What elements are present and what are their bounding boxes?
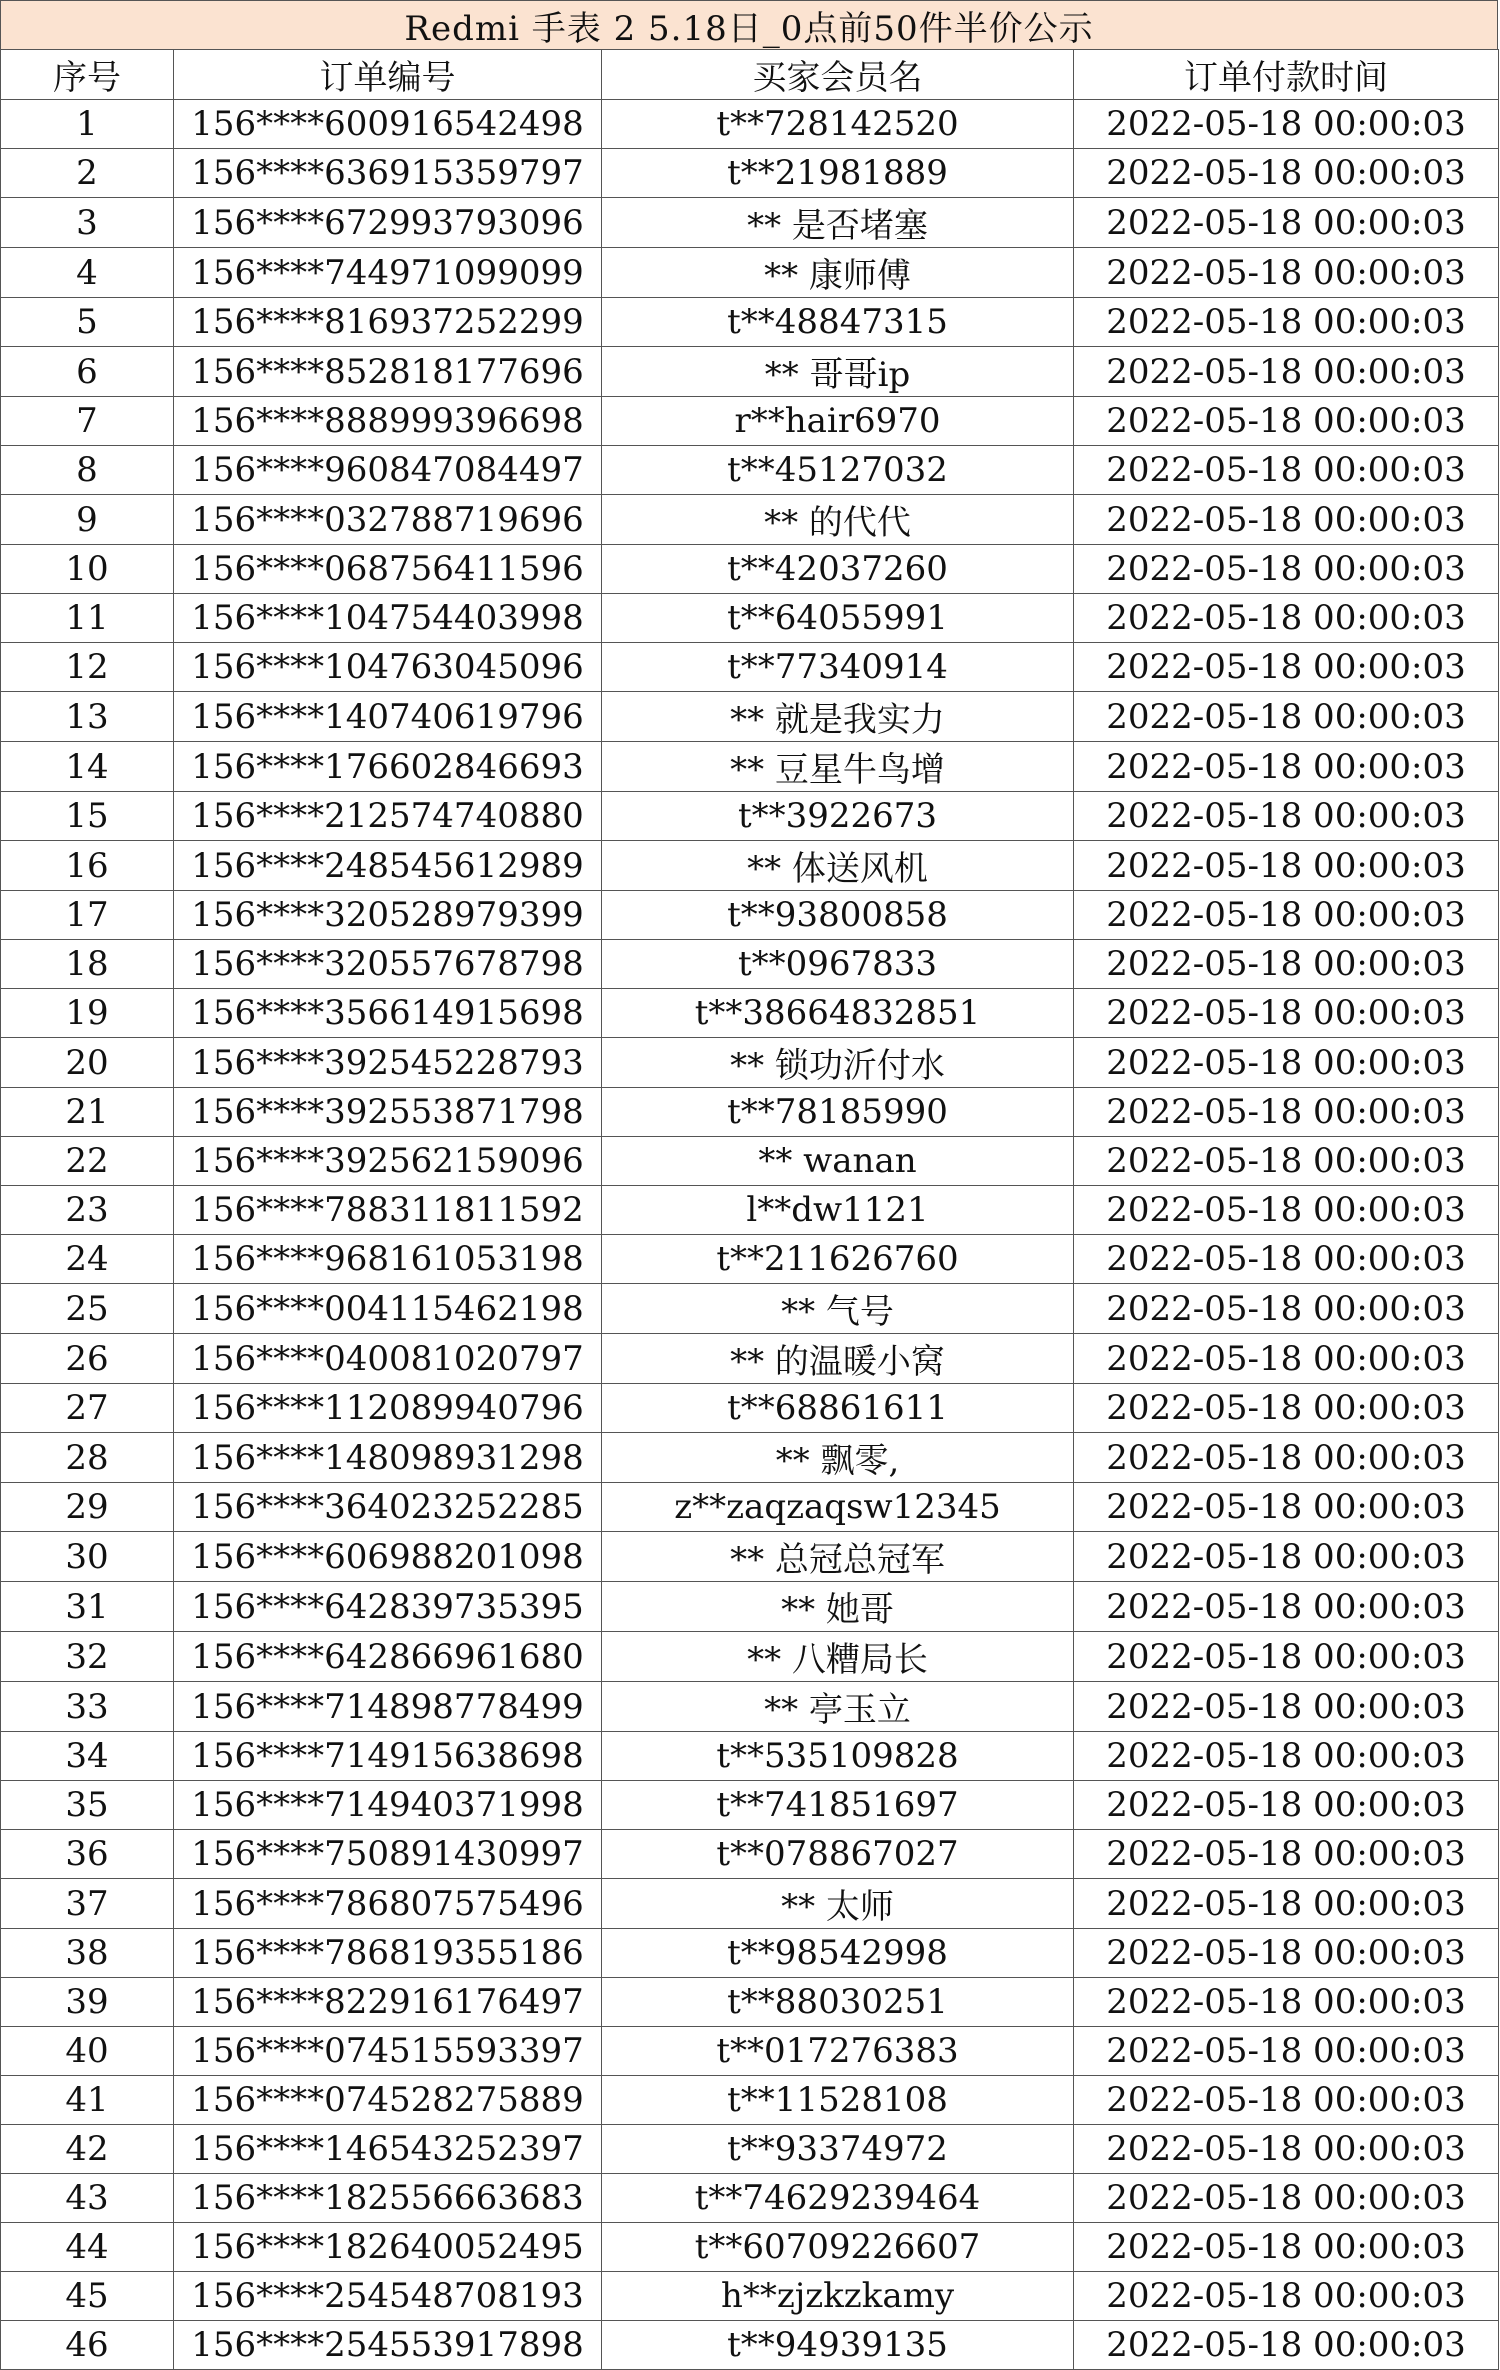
cell-order-id: 156****786819355186 <box>174 1929 602 1978</box>
cell-pay-time: 2022-05-18 00:00:03 <box>1074 1284 1499 1334</box>
cell-pay-time: 2022-05-18 00:00:03 <box>1074 298 1499 347</box>
cell-order-id: 156****112089940796 <box>174 1384 602 1433</box>
cell-order-id: 156****320528979399 <box>174 891 602 940</box>
cell-index: 34 <box>1 1732 174 1781</box>
cell-order-id: 156****672993793096 <box>174 198 602 248</box>
cell-index: 45 <box>1 2272 174 2321</box>
cell-order-id: 156****636915359797 <box>174 149 602 198</box>
cell-index: 17 <box>1 891 174 940</box>
table-row <box>1 1632 1499 1682</box>
cell-buyer: ** 的代代 <box>602 495 1074 545</box>
cell-pay-time: 2022-05-18 00:00:03 <box>1074 1532 1499 1582</box>
cell-pay-time: 2022-05-18 00:00:03 <box>1074 692 1499 742</box>
cell-pay-time: 2022-05-18 00:00:03 <box>1074 594 1499 643</box>
cell-order-id: 156****254553917898 <box>174 2321 602 2370</box>
cell-index: 32 <box>1 1632 174 1682</box>
cell-pay-time: 2022-05-18 00:00:03 <box>1074 792 1499 841</box>
cell-index: 22 <box>1 1137 174 1186</box>
cell-buyer: t**78185990 <box>602 1088 1074 1137</box>
cell-index: 39 <box>1 1978 174 2027</box>
cell-order-id: 156****600916542498 <box>174 100 602 149</box>
cell-index: 3 <box>1 198 174 248</box>
header-cell-pay-time: 订单付款时间 <box>1074 50 1499 100</box>
table-row <box>1 594 1499 643</box>
cell-pay-time: 2022-05-18 00:00:03 <box>1074 940 1499 989</box>
cell-index: 20 <box>1 1038 174 1088</box>
cell-buyer: ** 的温暖小窝 <box>602 1334 1074 1384</box>
cell-buyer: t**017276383 <box>602 2027 1074 2076</box>
cell-buyer: ** 就是我实力 <box>602 692 1074 742</box>
cell-pay-time: 2022-05-18 00:00:03 <box>1074 198 1499 248</box>
cell-index: 25 <box>1 1284 174 1334</box>
table-row <box>1 1682 1499 1732</box>
sheet-title: Redmi 手表 2 5.18日_0点前50件半价公示 <box>0 0 1498 50</box>
cell-order-id: 156****074528275889 <box>174 2076 602 2125</box>
cell-buyer: t**535109828 <box>602 1732 1074 1781</box>
cell-pay-time: 2022-05-18 00:00:03 <box>1074 2272 1499 2321</box>
cell-order-id: 156****788311811592 <box>174 1186 602 1235</box>
header-cell-buyer: 买家会员名 <box>602 50 1074 100</box>
table-row <box>1 792 1499 841</box>
cell-index: 35 <box>1 1781 174 1830</box>
cell-buyer: ** 气号 <box>602 1284 1074 1334</box>
cell-order-id: 156****104763045096 <box>174 643 602 692</box>
cell-index: 13 <box>1 692 174 742</box>
cell-index: 19 <box>1 989 174 1038</box>
cell-pay-time: 2022-05-18 00:00:03 <box>1074 397 1499 446</box>
cell-buyer: t**60709226607 <box>602 2223 1074 2272</box>
cell-buyer: t**88030251 <box>602 1978 1074 2027</box>
cell-pay-time: 2022-05-18 00:00:03 <box>1074 1137 1499 1186</box>
cell-pay-time: 2022-05-18 00:00:03 <box>1074 989 1499 1038</box>
cell-index: 9 <box>1 495 174 545</box>
cell-order-id: 156****642866961680 <box>174 1632 602 1682</box>
table-row <box>1 891 1499 940</box>
cell-order-id: 156****040081020797 <box>174 1334 602 1384</box>
cell-buyer: t**0967833 <box>602 940 1074 989</box>
cell-buyer: ** 豆星牛鸟增 <box>602 742 1074 792</box>
cell-index: 44 <box>1 2223 174 2272</box>
cell-buyer: t**77340914 <box>602 643 1074 692</box>
table-row <box>1 940 1499 989</box>
cell-pay-time: 2022-05-18 00:00:03 <box>1074 2223 1499 2272</box>
cell-order-id: 156****392553871798 <box>174 1088 602 1137</box>
cell-buyer: t**98542998 <box>602 1929 1074 1978</box>
cell-order-id: 156****140740619796 <box>174 692 602 742</box>
cell-order-id: 156****392545228793 <box>174 1038 602 1088</box>
cell-index: 38 <box>1 1929 174 1978</box>
table-row <box>1 198 1499 248</box>
cell-index: 33 <box>1 1682 174 1732</box>
table-row <box>1 2321 1499 2370</box>
cell-pay-time: 2022-05-18 00:00:03 <box>1074 1682 1499 1732</box>
cell-buyer: t**68861611 <box>602 1384 1074 1433</box>
cell-order-id: 156****642839735395 <box>174 1582 602 1632</box>
cell-buyer: t**45127032 <box>602 446 1074 495</box>
cell-pay-time: 2022-05-18 00:00:03 <box>1074 1978 1499 2027</box>
cell-buyer: ** 锁功沂付水 <box>602 1038 1074 1088</box>
cell-order-id: 156****182556663683 <box>174 2174 602 2223</box>
cell-buyer: t**078867027 <box>602 1830 1074 1879</box>
cell-order-id: 156****004115462198 <box>174 1284 602 1334</box>
table-row <box>1 692 1499 742</box>
cell-index: 23 <box>1 1186 174 1235</box>
table-row <box>1 1781 1499 1830</box>
cell-buyer: ** 总冠总冠军 <box>602 1532 1074 1582</box>
cell-buyer: t**42037260 <box>602 545 1074 594</box>
cell-buyer: t**728142520 <box>602 100 1074 149</box>
cell-order-id: 156****750891430997 <box>174 1830 602 1879</box>
cell-buyer: t**3922673 <box>602 792 1074 841</box>
cell-pay-time: 2022-05-18 00:00:03 <box>1074 1929 1499 1978</box>
cell-index: 2 <box>1 149 174 198</box>
cell-buyer: t**74629239464 <box>602 2174 1074 2223</box>
table-row <box>1 2027 1499 2076</box>
cell-index: 43 <box>1 2174 174 2223</box>
cell-buyer: h**zjzkzkamy <box>602 2272 1074 2321</box>
table-row <box>1 1929 1499 1978</box>
cell-pay-time: 2022-05-18 00:00:03 <box>1074 545 1499 594</box>
cell-order-id: 156****074515593397 <box>174 2027 602 2076</box>
cell-index: 7 <box>1 397 174 446</box>
cell-buyer: ** 体送风机 <box>602 841 1074 891</box>
cell-buyer: t**93800858 <box>602 891 1074 940</box>
table-row <box>1 1235 1499 1284</box>
cell-buyer: t**741851697 <box>602 1781 1074 1830</box>
cell-order-id: 156****356614915698 <box>174 989 602 1038</box>
cell-buyer: t**38664832851 <box>602 989 1074 1038</box>
cell-index: 15 <box>1 792 174 841</box>
cell-pay-time: 2022-05-18 00:00:03 <box>1074 1038 1499 1088</box>
table-row <box>1 397 1499 446</box>
cell-pay-time: 2022-05-18 00:00:03 <box>1074 1632 1499 1682</box>
table-row <box>1 1879 1499 1929</box>
cell-pay-time: 2022-05-18 00:00:03 <box>1074 1334 1499 1384</box>
cell-index: 30 <box>1 1532 174 1582</box>
cell-index: 10 <box>1 545 174 594</box>
header-cell-index: 序号 <box>1 50 174 100</box>
cell-buyer: t**11528108 <box>602 2076 1074 2125</box>
cell-pay-time: 2022-05-18 00:00:03 <box>1074 248 1499 298</box>
table-row <box>1 347 1499 397</box>
cell-index: 37 <box>1 1879 174 1929</box>
cell-buyer: ** 飘零, <box>602 1433 1074 1483</box>
table-row <box>1 545 1499 594</box>
cell-order-id: 156****248545612989 <box>174 841 602 891</box>
cell-pay-time: 2022-05-18 00:00:03 <box>1074 495 1499 545</box>
table-row <box>1 1433 1499 1483</box>
cell-order-id: 156****068756411596 <box>174 545 602 594</box>
table-row <box>1 149 1499 198</box>
cell-pay-time: 2022-05-18 00:00:03 <box>1074 100 1499 149</box>
table-row <box>1 298 1499 347</box>
cell-index: 40 <box>1 2027 174 2076</box>
table-row <box>1 248 1499 298</box>
cell-pay-time: 2022-05-18 00:00:03 <box>1074 1433 1499 1483</box>
cell-buyer: ** 哥哥ip <box>602 347 1074 397</box>
cell-order-id: 156****714898778499 <box>174 1682 602 1732</box>
cell-pay-time: 2022-05-18 00:00:03 <box>1074 1088 1499 1137</box>
table-row <box>1 1284 1499 1334</box>
cell-pay-time: 2022-05-18 00:00:03 <box>1074 2076 1499 2125</box>
cell-index: 14 <box>1 742 174 792</box>
cell-pay-time: 2022-05-18 00:00:03 <box>1074 2321 1499 2370</box>
cell-index: 16 <box>1 841 174 891</box>
cell-order-id: 156****146543252397 <box>174 2125 602 2174</box>
cell-buyer: ** 八糟局长 <box>602 1632 1074 1682</box>
cell-pay-time: 2022-05-18 00:00:03 <box>1074 1781 1499 1830</box>
cell-index: 31 <box>1 1582 174 1632</box>
cell-pay-time: 2022-05-18 00:00:03 <box>1074 1483 1499 1532</box>
cell-order-id: 156****320557678798 <box>174 940 602 989</box>
cell-buyer: ** wanan <box>602 1137 1074 1186</box>
cell-pay-time: 2022-05-18 00:00:03 <box>1074 1879 1499 1929</box>
cell-order-id: 156****254548708193 <box>174 2272 602 2321</box>
table-row <box>1 495 1499 545</box>
cell-buyer: t**64055991 <box>602 594 1074 643</box>
cell-index: 26 <box>1 1334 174 1384</box>
cell-pay-time: 2022-05-18 00:00:03 <box>1074 2174 1499 2223</box>
cell-index: 36 <box>1 1830 174 1879</box>
table-row <box>1 2125 1499 2174</box>
order-table <box>0 49 1499 2370</box>
cell-pay-time: 2022-05-18 00:00:03 <box>1074 1186 1499 1235</box>
cell-index: 11 <box>1 594 174 643</box>
cell-order-id: 156****968161053198 <box>174 1235 602 1284</box>
table-row <box>1 2272 1499 2321</box>
cell-index: 46 <box>1 2321 174 2370</box>
table-row <box>1 1334 1499 1384</box>
cell-pay-time: 2022-05-18 00:00:03 <box>1074 1384 1499 1433</box>
cell-pay-time: 2022-05-18 00:00:03 <box>1074 347 1499 397</box>
header-cell-order-id: 订单编号 <box>174 50 602 100</box>
cell-index: 42 <box>1 2125 174 2174</box>
table-row <box>1 841 1499 891</box>
cell-order-id: 156****148098931298 <box>174 1433 602 1483</box>
cell-index: 41 <box>1 2076 174 2125</box>
cell-index: 5 <box>1 298 174 347</box>
cell-buyer: t**93374972 <box>602 2125 1074 2174</box>
cell-buyer: r**hair6970 <box>602 397 1074 446</box>
table-row <box>1 1038 1499 1088</box>
cell-index: 21 <box>1 1088 174 1137</box>
table-row <box>1 1582 1499 1632</box>
cell-buyer: ** 她哥 <box>602 1582 1074 1632</box>
cell-buyer: t**48847315 <box>602 298 1074 347</box>
cell-order-id: 156****104754403998 <box>174 594 602 643</box>
table-row <box>1 1088 1499 1137</box>
cell-pay-time: 2022-05-18 00:00:03 <box>1074 841 1499 891</box>
cell-buyer: ** 是否堵塞 <box>602 198 1074 248</box>
table-row <box>1 1137 1499 1186</box>
table-row <box>1 989 1499 1038</box>
cell-pay-time: 2022-05-18 00:00:03 <box>1074 1235 1499 1284</box>
cell-index: 24 <box>1 1235 174 1284</box>
cell-index: 8 <box>1 446 174 495</box>
cell-pay-time: 2022-05-18 00:00:03 <box>1074 1582 1499 1632</box>
cell-order-id: 156****816937252299 <box>174 298 602 347</box>
cell-order-id: 156****822916176497 <box>174 1978 602 2027</box>
cell-buyer: t**211626760 <box>602 1235 1074 1284</box>
table-row <box>1 1732 1499 1781</box>
cell-order-id: 156****714915638698 <box>174 1732 602 1781</box>
cell-index: 29 <box>1 1483 174 1532</box>
table-row <box>1 2223 1499 2272</box>
cell-index: 27 <box>1 1384 174 1433</box>
table-row <box>1 742 1499 792</box>
cell-index: 12 <box>1 643 174 692</box>
cell-order-id: 156****392562159096 <box>174 1137 602 1186</box>
cell-buyer: ** 康师傅 <box>602 248 1074 298</box>
cell-buyer: l**dw1121 <box>602 1186 1074 1235</box>
cell-order-id: 156****176602846693 <box>174 742 602 792</box>
cell-order-id: 156****960847084497 <box>174 446 602 495</box>
cell-buyer: ** 太师 <box>602 1879 1074 1929</box>
cell-pay-time: 2022-05-18 00:00:03 <box>1074 2027 1499 2076</box>
header-row <box>1 50 1499 100</box>
cell-index: 4 <box>1 248 174 298</box>
table-row <box>1 2174 1499 2223</box>
table-row <box>1 1830 1499 1879</box>
cell-order-id: 156****744971099099 <box>174 248 602 298</box>
cell-order-id: 156****032788719696 <box>174 495 602 545</box>
table-row <box>1 1186 1499 1235</box>
cell-order-id: 156****888999396698 <box>174 397 602 446</box>
cell-index: 18 <box>1 940 174 989</box>
table-row <box>1 2076 1499 2125</box>
table-row <box>1 1978 1499 2027</box>
cell-pay-time: 2022-05-18 00:00:03 <box>1074 643 1499 692</box>
cell-buyer: ** 亭玉立 <box>602 1682 1074 1732</box>
table-row <box>1 100 1499 149</box>
cell-order-id: 156****852818177696 <box>174 347 602 397</box>
table-row <box>1 1532 1499 1582</box>
cell-order-id: 156****606988201098 <box>174 1532 602 1582</box>
cell-buyer: t**21981889 <box>602 149 1074 198</box>
cell-pay-time: 2022-05-18 00:00:03 <box>1074 742 1499 792</box>
table-row <box>1 1384 1499 1433</box>
table-row <box>1 1483 1499 1532</box>
cell-order-id: 156****714940371998 <box>174 1781 602 1830</box>
table-row <box>1 643 1499 692</box>
cell-order-id: 156****364023252285 <box>174 1483 602 1532</box>
cell-pay-time: 2022-05-18 00:00:03 <box>1074 1732 1499 1781</box>
cell-pay-time: 2022-05-18 00:00:03 <box>1074 446 1499 495</box>
cell-order-id: 156****182640052495 <box>174 2223 602 2272</box>
cell-buyer: z**zaqzaqsw12345 <box>602 1483 1074 1532</box>
cell-pay-time: 2022-05-18 00:00:03 <box>1074 891 1499 940</box>
cell-index: 28 <box>1 1433 174 1483</box>
table-row <box>1 446 1499 495</box>
cell-pay-time: 2022-05-18 00:00:03 <box>1074 1830 1499 1879</box>
cell-pay-time: 2022-05-18 00:00:03 <box>1074 149 1499 198</box>
cell-order-id: 156****786807575496 <box>174 1879 602 1929</box>
cell-order-id: 156****212574740880 <box>174 792 602 841</box>
cell-index: 6 <box>1 347 174 397</box>
cell-pay-time: 2022-05-18 00:00:03 <box>1074 2125 1499 2174</box>
cell-index: 1 <box>1 100 174 149</box>
cell-buyer: t**94939135 <box>602 2321 1074 2370</box>
